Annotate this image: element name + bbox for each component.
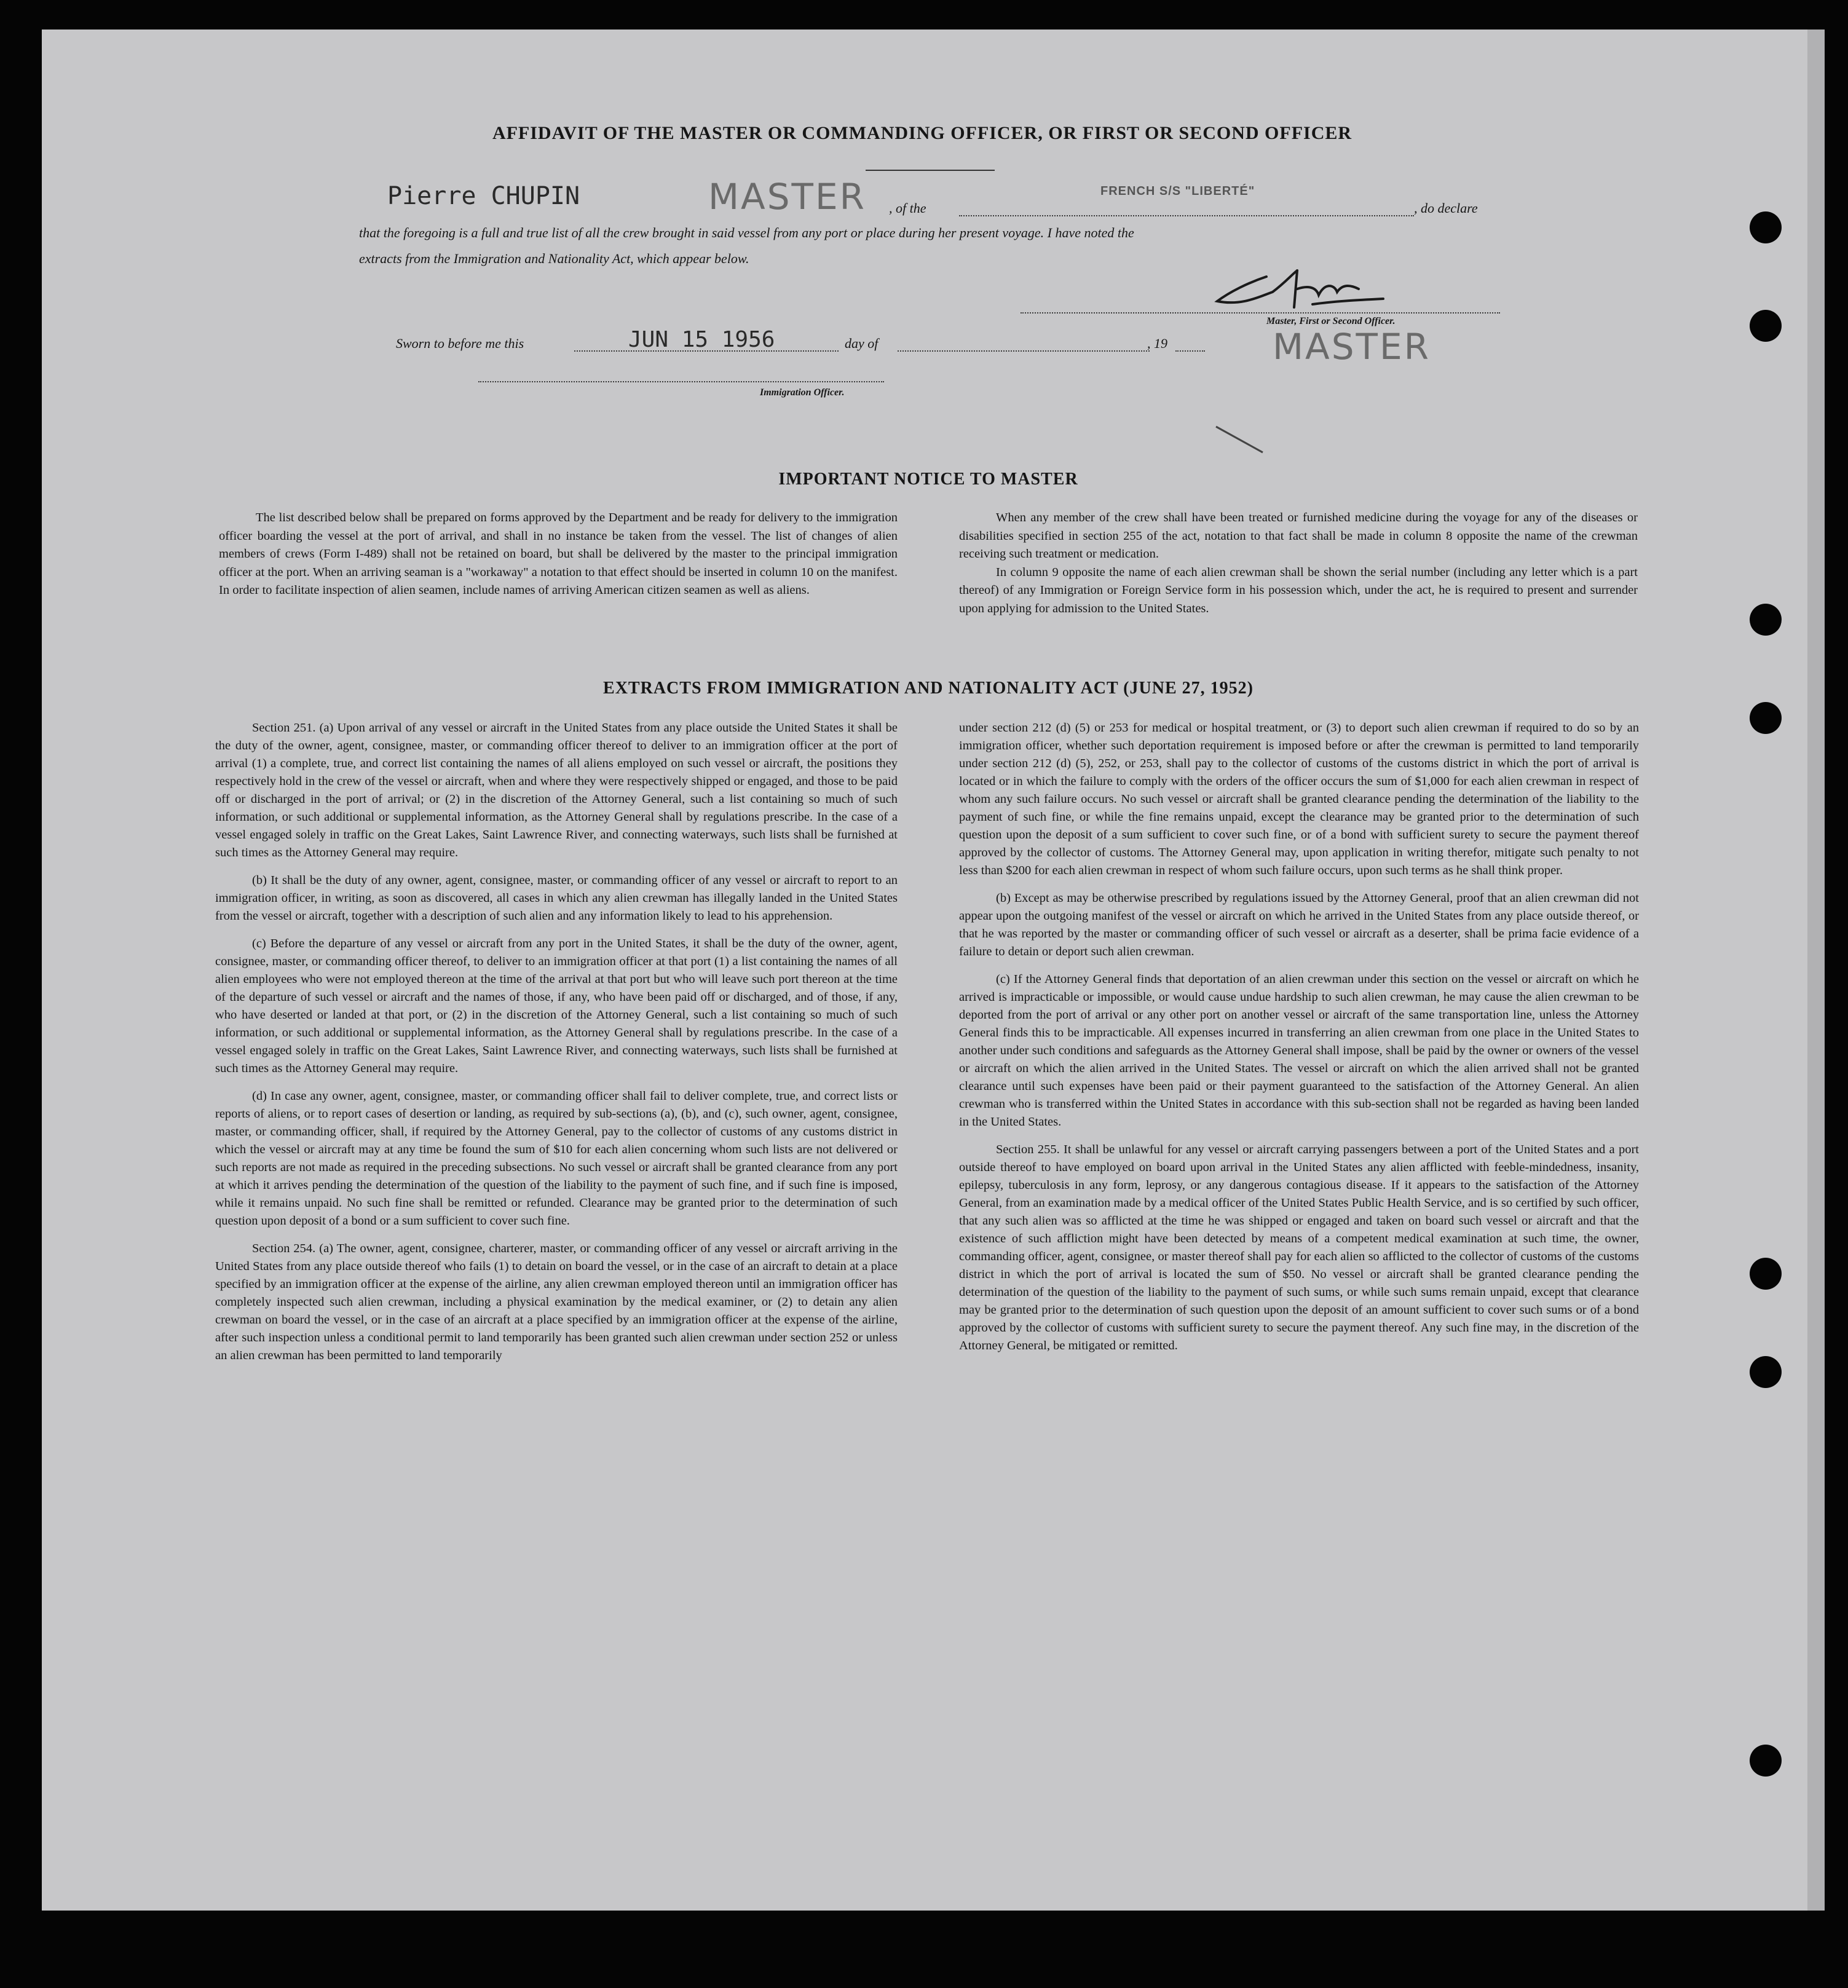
- sworn-label: Sworn to before me this: [396, 336, 524, 351]
- extracts-left-column: [215, 719, 898, 1375]
- notice-paragraph: When any member of the crew shall have been treated or furnished medicine during the voyage for any of the diseases or disabilities specified in section 255 of the act, notation to that fact shall be made in column 8 opposite the name of the crewman receiving such treatment or medication.: [959, 511, 1638, 561]
- vessel-name-stamp: FRENCH S/S "LIBERTÉ": [1100, 184, 1255, 198]
- master-signature: [1205, 258, 1402, 320]
- section-paragraph: Section 255. It shall be unlawful for any vessel or aircraft carrying passengers between a port of the United States and a port outside thereof to have employed on board upon arrival in the United States any alien afflicted with feeble-mindedness, insanity, epilepsy, tuberculosis in any form, leprosy, or any dangerous contagious disease. If it appears to the satisfaction of the Attorney General, from an examination made by a medical officer of the United States Public Health Service, and is so certified by such officer, that any such alien was so afflicted at the time he was shipped or engaged and taken on board such vessel or aircraft and that the existence of such affliction might have been detected by means of a competent medical examination at such time, the owner, commanding officer, agent, consignee, or master thereof shall pay for each alien so afflicted to the collector of customs of the customs district in which the port of arrival is located the sum of $50. No vessel or aircraft shall be granted clearance pending the determination of the question of the liability to the payment of such sums, or while such sums remain unpaid, except that clearance may be granted prior to the determination of such question upon the deposit of an amount sufficient to cover such sums or of a bond approved by the collector of customs with sufficient surety to secure the payment thereof. Any such fine may, in the discretion of the Attorney General, be mitigated or remitted.: [959, 1143, 1639, 1352]
- declaration-line-1: that the foregoing is a full and true list of all the crew brought in said vessel from any port or place during her present voyage. I have noted the: [359, 225, 1134, 240]
- of-the-label: , of the: [889, 200, 926, 216]
- extracts-right-column: [959, 719, 1639, 1365]
- signature-rank-stamp: MASTER: [1273, 326, 1431, 368]
- officer-signature-line: [478, 381, 884, 382]
- section-paragraph: Section 254. (a) The owner, agent, consignee, charterer, master, or commanding officer of any vessel or aircraft arriving in the United States from any place outside thereof who fails (1) to detain on board the vessel, or in the case of an aircraft to detain at a place specified by an immigration officer at the expense of the airline, any alien crewman employed thereon until an immigration officer has completely inspected such alien crewman, including a physical examination by the medical examiner, or (2) to detain any alien crewman on board the vessel, or in the case of an aircraft at a place specified by an immigration officer at the expense of the airline, after such inspection unless a conditional permit to land temporarily has been granted such alien crewman under section 252 or unless an alien crewman has been permitted to land temporarily: [215, 1242, 898, 1362]
- day-of-label: day of: [845, 336, 879, 351]
- year-line: [1175, 350, 1205, 352]
- punch-hole: [1750, 1356, 1782, 1388]
- section-paragraph: (c) If the Attorney General finds that deportation of an alien crewman under this section on the vessel or aircraft on which he arrived is impracticable or impossible, or would cause undue hardship to such alien crewman, he may cause the alien crewman to be deported from the port of arrival or any other port on another vessel or aircraft of the same transportation line, unless the Attorney General finds this to be impracticable. All expenses incurred in transferring an alien crewman from one place in the United States to another under such conditions and safeguards as the Attorney General shall impose, shall be paid by the owner or owners of the vessel or aircraft on which the alien arrived in the United States. The vessel or aircraft on which the alien arrived shall not be granted clearance until such expenses have been paid or their payment guaranteed to the satisfaction of the Attorney General. An alien crewman who is transferred within the United States in accordance with this sub-section shall not be regarded as having been landed in the United States.: [959, 972, 1639, 1129]
- page-edge-shadow: [1807, 30, 1825, 1911]
- title-underline: [866, 170, 995, 171]
- notice-paragraph: In column 9 opposite the name of each alien crewman shall be shown the serial number (including any letter which is a part thereof) of any Immigration or Foreign Service form in his possession which, under the act, he is required to present and surrender upon applying for admission to the United States.: [959, 565, 1638, 615]
- notice-left-column: [219, 509, 898, 600]
- signature-caption: Master, First or Second Officer.: [1266, 316, 1396, 326]
- punch-hole: [1750, 211, 1782, 243]
- sworn-date-stamp: JUN 15 1956: [628, 327, 775, 352]
- notice-right-column: [959, 509, 1638, 618]
- vessel-line: [959, 215, 1414, 216]
- section-paragraph: (d) In case any owner, agent, consignee, master, or commanding officer shall fail to deliver complete, true, and correct lists or reports of aliens, or to report cases of desertion or landing, as required by sub-sections (a), (b), and (c), such owner, agent, consignee, master, or commanding officer, shall, if required by the Attorney General, pay to the collector of customs of any customs district in which the vessel or aircraft may at any time be found the sum of $10 for each alien concerning whom such lists are not delivered or such reports are not made as required in the preceding subsections. No such vessel or aircraft shall be granted clearance from any port at which it arrives pending the determination of the question of the liability to the payment of such fine, and if such fine is imposed, while it remains unpaid. No such fine shall be remitted or refunded. Clearance may be granted prior to the determination of such question upon deposit of a bond or a sum sufficient to cover such fine.: [215, 1089, 898, 1228]
- year-prefix-label: , 19: [1147, 336, 1167, 351]
- section-paragraph: (b) It shall be the duty of any owner, agent, consignee, master, or commanding officer of any vessel or aircraft to report to an immigration officer, in writing, as soon as discovered, all cases in which any alien crewman has illegally landed in the United States from the vessel or aircraft, together with a description of such alien and any information likely to lead to his apprehension.: [215, 874, 898, 923]
- signature-line: [1021, 312, 1500, 314]
- affidavit-title: AFFIDAVIT OF THE MASTER OR COMMANDING OFFICER, OR FIRST OR SECOND OFFICER: [492, 123, 1352, 143]
- month-line: [898, 350, 1150, 352]
- officer-caption: Immigration Officer.: [760, 387, 845, 398]
- section-paragraph: (c) Before the departure of any vessel or aircraft from any port in the United States, it shall be the duty of the owner, agent, consignee, master, or commanding officer thereof, to deliver to an immigration officer at that port (1) a list containing the names of all alien employees who were not employed thereon at the time of the arrival at that port but who will leave such port thereon at the time of the departure of such vessel or aircraft and the names of those, if any, who have been paid off or discharged, and of those, if any, who have deserted or landed at that port, or (2) in the discretion of the Attorney General, such a list containing so much of such information, or such additional or supplemental information, as the Attorney General shall by regulations prescribe. In the case of a vessel engaged solely in traffic on the Great Lakes, Saint Lawrence River, and connecting waterways, such lists shall be furnished at such times as the Attorney General may require.: [215, 937, 898, 1075]
- do-declare-label: , do declare: [1414, 200, 1478, 216]
- section-paragraph: Section 251. (a) Upon arrival of any vessel or aircraft in the United States from any place outside the United States it shall be the duty of the owner, agent, consignee, master, or commanding officer thereof to deliver to an immigration officer at the port of arrival (1) a complete, true, and correct list containing the names of all aliens employed on such vessel or aircraft, the positions they respectively hold in the crew of the vessel or aircraft, when and where they were respectively shipped or engaged, and those to be paid off or discharged in the port of arrival; or (2) in the discretion of the Attorney General, such a list containing so much of such information, or such additional or supplemental information, as the Attorney General shall by regulations prescribe. In the case of a vessel engaged solely in traffic on the Great Lakes, Saint Lawrence River, and connecting waterways, such lists shall be furnished at such times as the Attorney General may require.: [215, 721, 898, 859]
- punch-hole: [1750, 1745, 1782, 1777]
- notice-heading: IMPORTANT NOTICE TO MASTER: [778, 470, 1078, 489]
- punch-hole: [1750, 604, 1782, 636]
- master-name: Pierre CHUPIN: [387, 182, 580, 210]
- extracts-heading: EXTRACTS FROM IMMIGRATION AND NATIONALITY ACT (JUNE 27, 1952): [603, 679, 1254, 698]
- notice-paragraph: The list described below shall be prepared on forms approved by the Department and be ready for delivery to the immigration officer boarding the vessel at the port of arrival, and shall in no instance be taken from the vessel. The list of changes of alien members of crews (Form I-489) shall not be retained on board, but shall be delivered by the master to the principal immigration officer at the port. When an arriving seaman is a "workaway" a notation to that effect should be inserted in column 10 on the manifest. In order to facilitate inspection of alien seamen, include names of arriving American citizen seamen as well as aliens.: [219, 511, 898, 597]
- rank-stamp: MASTER: [708, 176, 866, 218]
- punch-hole: [1750, 1258, 1782, 1290]
- section-paragraph: under section 212 (d) (5) or 253 for medical or hospital treatment, or (3) to deport such alien crewman if required to do so by an immigration officer, whether such deportation requirement is imposed before or after the crewman is permitted to land temporarily under section 212 (d) (5), 252, or 253, shall pay to the collector of customs of the customs district in which the port of arrival is located or in which the failure to comply with the orders of the officer occurs the sum of $1,000 for each alien crewman in respect of whom any such failure occurs. No such vessel or aircraft shall be granted clearance pending the determination of the liability to the payment of such fine, or while the fine remains unpaid, except the clearance may be granted prior to the determination of such question upon the deposit of a sum sufficient to cover such fine, or of a bond with sufficient surety to secure the payment thereof approved by the collector of customs. The Attorney General may, upon application in writing therefor, mitigate such penalty to not less than $200 for each alien crewman in respect of whom such failure occurs, upon such terms as he shall think proper.: [959, 721, 1639, 877]
- pen-stroke-mark: [1215, 424, 1264, 455]
- declaration-line-2: extracts from the Immigration and Nationality Act, which appear below.: [359, 251, 749, 266]
- punch-hole: [1750, 702, 1782, 734]
- section-paragraph: (b) Except as may be otherwise prescribed by regulations issued by the Attorney General, proof that an alien crewman did not appear upon the outgoing manifest of the vessel or aircraft on which he arrived in the United States from any place outside thereof, or that he was reported by the master or commanding officer of such vessel or aircraft as a deserter, shall be prima facie evidence of a failure to detain or deport such alien crewman.: [959, 891, 1639, 958]
- punch-hole: [1750, 310, 1782, 342]
